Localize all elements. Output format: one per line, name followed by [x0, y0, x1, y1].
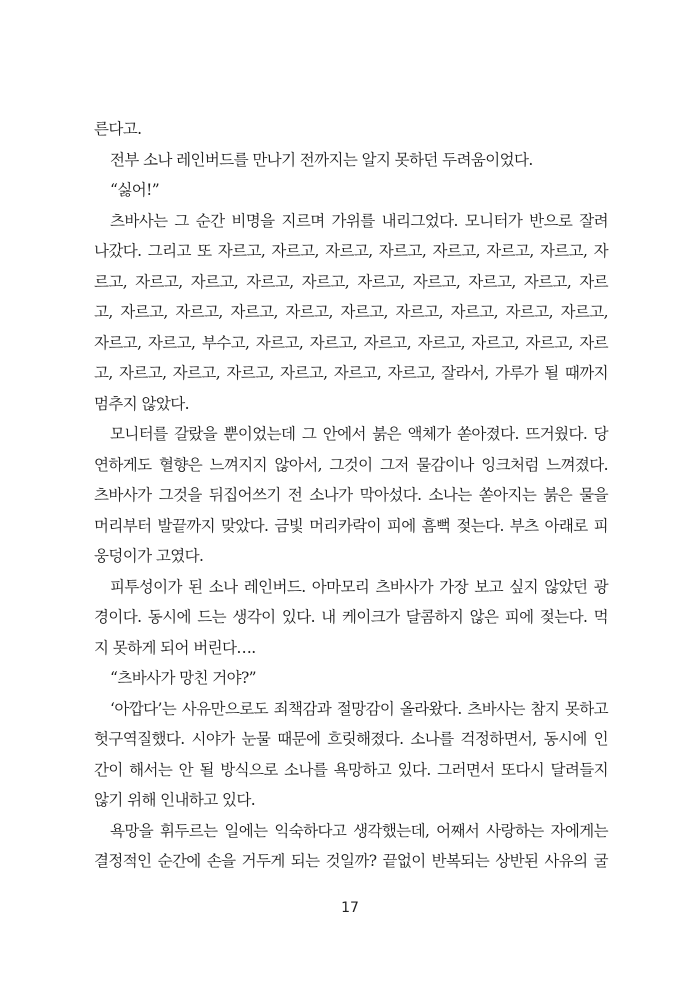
page-number: 17: [341, 900, 359, 916]
text-line: “싫어!”: [110, 181, 160, 199]
body-text: [94, 114, 608, 877]
text-line: 지 못하게 되어 버린다….: [94, 638, 256, 657]
text-line: ‘아깝다’는 사유만으로도 죄책감과 절망감이 올라왔다. 츠바사는 참지 못하고: [110, 699, 608, 718]
text-line: 웅덩이가 고였다.: [94, 547, 204, 565]
text-line: 않기 위해 인내하고 있다.: [94, 791, 256, 809]
text-line: 나갔다. 그리고 또 자르고, 자르고, 자르고, 자르고, 자르고, 자르고, 자르고, 자: [94, 242, 608, 260]
text-line: 츠바사는 그 순간 비명을 지르며 가위를 내리그었다. 모니터가 반으로 잘려: [110, 211, 608, 230]
text-line: 자르고, 자르고, 부수고, 자르고, 자르고, 자르고, 자르고, 자르고, 자르고, 자르: [94, 333, 608, 352]
text-line: 멈추지 않았다.: [94, 394, 189, 413]
text-line: 경이다. 동시에 드는 생각이 있다. 내 케이크가 달콤하지 않은 피에 젖는다. 먹: [94, 608, 608, 626]
text-line: 고, 자르고, 자르고, 자르고, 자르고, 자르고, 자르고, 잘라서, 가루가 될 때까지: [94, 364, 608, 382]
text-line: 간이 해서는 안 될 방식으로 소나를 욕망하고 있다. 그러면서 또다시 달려들지: [94, 760, 608, 779]
text-line: 고, 자르고, 자르고, 자르고, 자르고, 자르고, 자르고, 자르고, 자르고, 자르고,: [94, 303, 608, 321]
text-line: 헛구역질했다. 시야가 눈물 때문에 흐릿해졌다. 소나를 걱정하면서, 동시에 인: [94, 730, 608, 748]
text-line: 연하게도 혈향은 느껴지지 않아서, 그것이 그저 물감이나 잉크처럼 느껴졌다.: [94, 455, 608, 474]
text-line: 전부 소나 레인버드를 만나기 전까지는 알지 못하던 두려움이었다.: [110, 150, 533, 169]
text-line: 르고, 자르고, 자르고, 자르고, 자르고, 자르고, 자르고, 자르고, 자르고, 자르: [94, 272, 608, 291]
text-line: 결정적인 순간에 손을 거두게 되는 것일까? 끝없이 반복되는 상반된 사유의 굴: [94, 852, 608, 870]
text-line: “츠바사가 망친 거야?”: [110, 669, 256, 687]
text-line: 욕망을 휘두르는 일에는 익숙하다고 생각했는데, 어째서 사랑하는 자에게는: [110, 821, 608, 840]
text-line: 피투성이가 된 소나 레인버드. 아마모리 츠바사가 가장 보고 싶지 않았던 광: [110, 577, 608, 596]
text-line: 모니터를 갈랐을 뿐이었는데 그 안에서 붉은 액체가 쏟아졌다. 뜨거웠다. 당: [110, 425, 608, 443]
text-line: 츠바사가 그것을 뒤집어쓰기 전 소나가 막아섰다. 소나는 쏟아지는 붉은 물을: [94, 486, 608, 504]
text-line: 른다고.: [94, 120, 142, 138]
text-line: 머리부터 발끝까지 맞았다. 금빛 머리카락이 피에 흠뻑 젖는다. 부츠 아래로 피: [94, 516, 608, 535]
